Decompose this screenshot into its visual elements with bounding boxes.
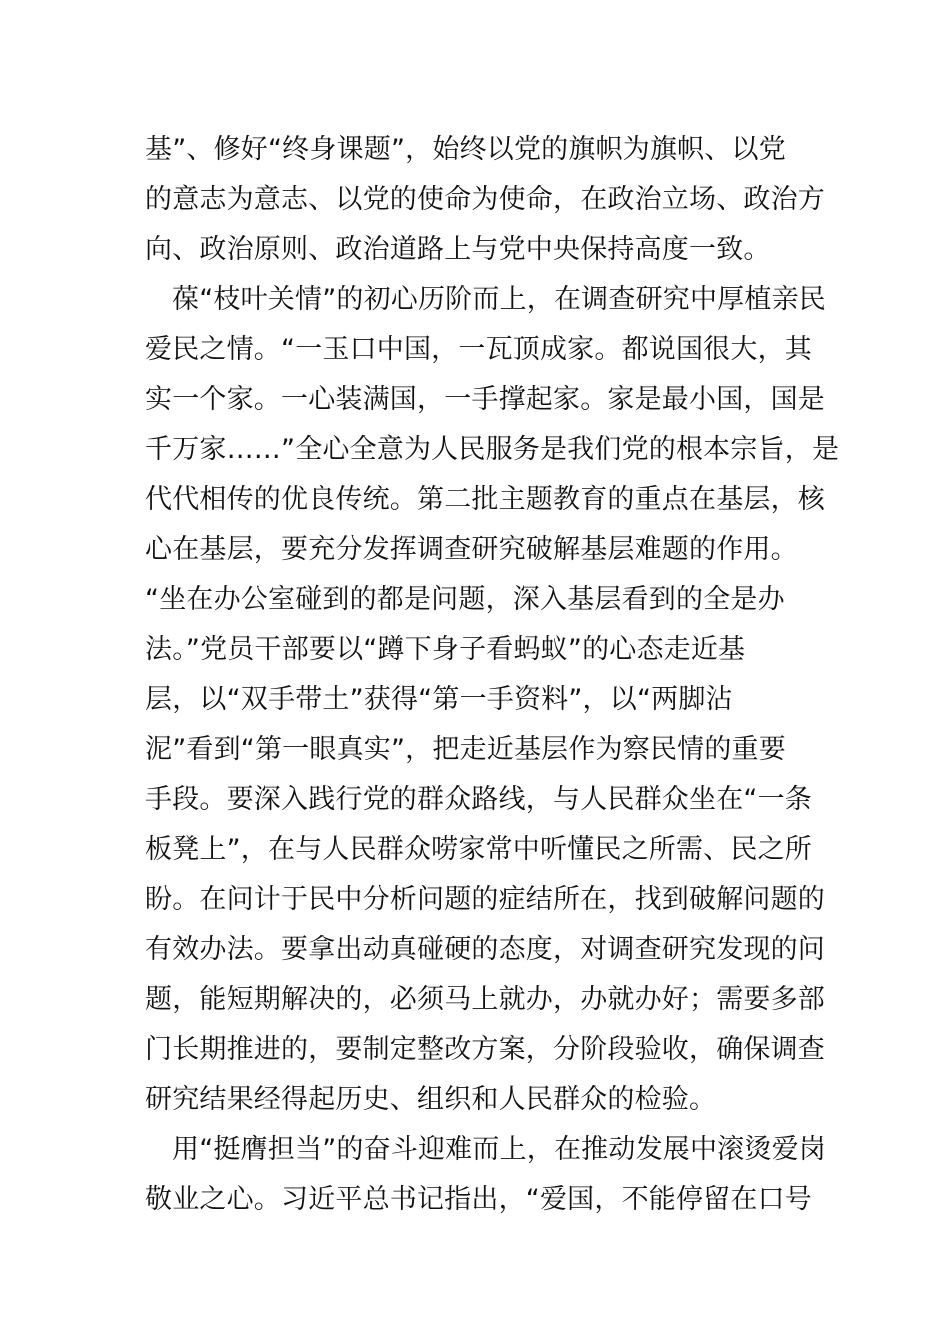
text-line: 泥”看到“第一眼真实”，把走近基层作为察民情的重要 (145, 734, 786, 765)
text-line: 实一个家。一心装满国，一手撑起家。家是最小国，国是 (145, 384, 825, 415)
text-line: 有效办法。要拿出动真碰硬的态度，对调查研究发现的问 (145, 934, 825, 965)
paragraph-first-line: 用“挺膺担当”的奋斗迎难而上，在推动发展中滚烫爱岗 (172, 1134, 826, 1165)
text-line: 法。”党员干部要以“蹲下身子看蚂蚁”的心态走近基 (145, 634, 746, 665)
text-line: 千万家……”全心全意为人民服务是我们党的根本宗旨，是 (145, 434, 840, 465)
text-line: 代代相传的优良传统。第二批主题教育的重点在基层，核 (145, 484, 825, 515)
text-line: 门长期推进的，要制定整改方案，分阶段验收，确保调查 (145, 1034, 825, 1065)
text-line: 敬业之心。习近平总书记指出，“爱国，不能停留在口号 (145, 1184, 812, 1215)
text-line: 的意志为意志、以党的使命为使命，在政治立场、政治方 (145, 184, 825, 215)
text-line: 层，以“双手带土”获得“第一手资料”，以“两脚沾 (145, 684, 733, 715)
text-line: 题，能短期解决的，必须马上就办，办就办好；需要多部 (145, 984, 825, 1015)
text-line: 板凳上”，在与人民群众唠家常中听懂民之所需、民之所 (145, 834, 812, 865)
text-line: 研究结果经得起历史、组织和人民群众的检验。 (145, 1084, 717, 1115)
text-line: 基”、修好“终身课题”，始终以党的旗帜为旗帜、以党 (145, 134, 786, 165)
text-line: 手段。要深入践行党的群众路线，与人民群众坐在“一条 (145, 784, 812, 815)
text-line: 爱民之情。“一玉口中国，一瓦顶成家。都说国很大，其 (145, 334, 812, 365)
text-line: 心在基层，要充分发挥调查研究破解基层难题的作用。 (145, 534, 798, 565)
paragraph-first-line: 葆“枝叶关情”的初心历阶而上，在调查研究中厚植亲民 (172, 284, 826, 315)
text-line: 盼。在问计于民中分析问题的症结所在，找到破解问题的 (145, 884, 825, 915)
text-line: 向、政治原则、政治道路上与党中央保持高度一致。 (145, 234, 771, 265)
text-line: “坐在办公室碰到的都是问题，深入基层看到的全是办 (145, 584, 785, 615)
